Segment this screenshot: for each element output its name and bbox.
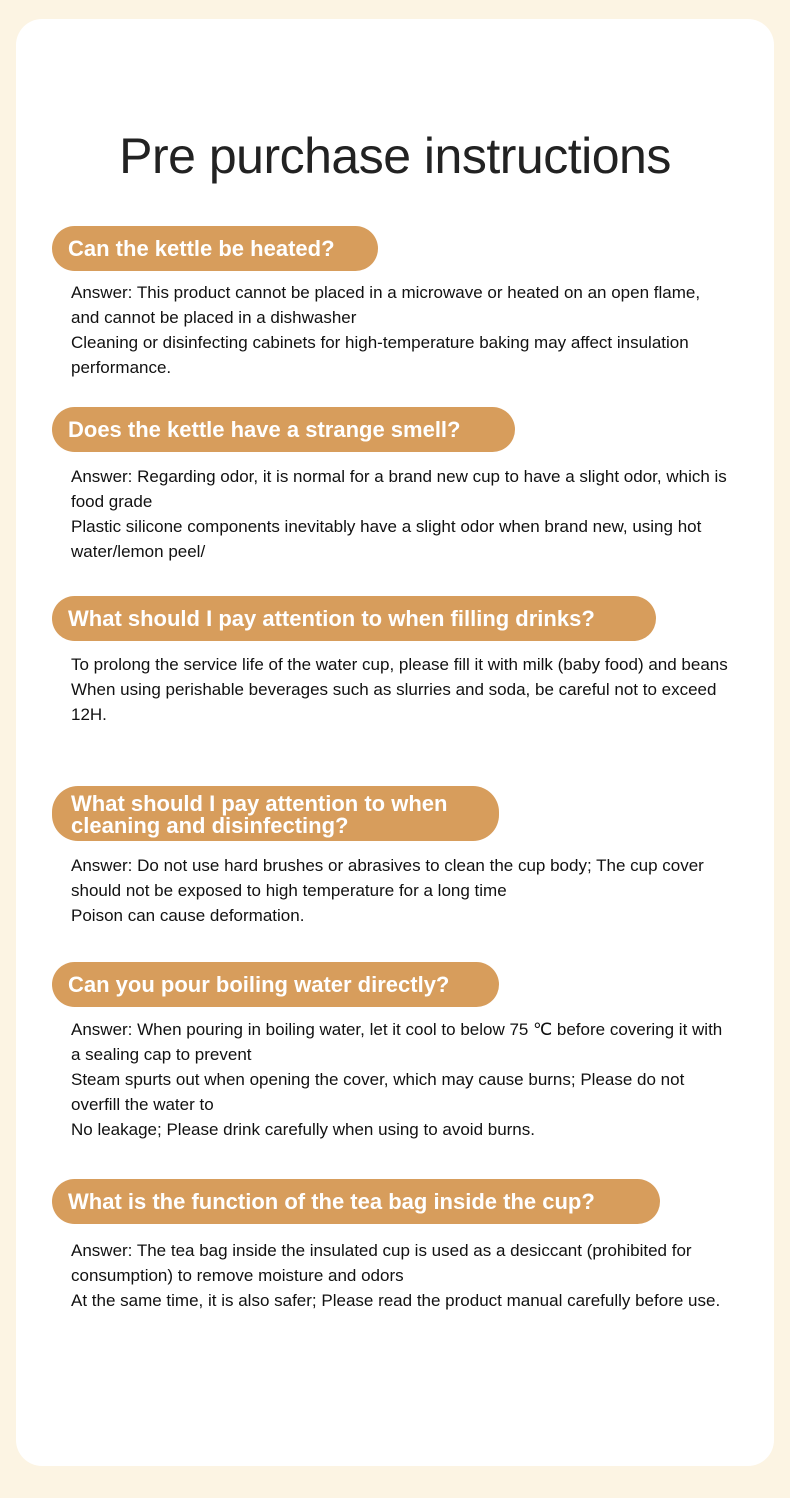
faq-answer-cleaning bbox=[71, 853, 731, 928]
answer-line: Answer: This product cannot be placed in a microwave or heated on an open flame, and cannot be placed in a dishwasher bbox=[71, 283, 701, 327]
faq-question-boiling-water bbox=[52, 962, 499, 1007]
page-title: Pre purchase instructions bbox=[119, 128, 671, 184]
answer-line: Plastic silicone components inevitably have a slight odor when brand new, using hot water/lemon peel/ bbox=[71, 517, 702, 561]
answer-line: Answer: When pouring in boiling water, let it cool to below 75 ℃ before covering it with a sealing cap to prevent bbox=[71, 1020, 723, 1064]
faq-question-text: Does the kettle have a strange smell? bbox=[68, 416, 461, 442]
faq-question-text: What is the function of the tea bag inside the cup? bbox=[68, 1188, 595, 1214]
faq-answer-smell bbox=[71, 464, 731, 564]
answer-line: Poison can cause deformation. bbox=[71, 906, 305, 925]
answer-line: Answer: Do not use hard brushes or abrasives to clean the cup body; The cup cover should not be exposed to high temperature for a long time bbox=[71, 856, 704, 900]
faq-question-heating bbox=[52, 226, 378, 271]
answer-line: At the same time, it is also safer; Please read the product manual carefully before use. bbox=[71, 1291, 721, 1310]
faq-question-text: Can the kettle be heated? bbox=[68, 235, 335, 261]
faq-question-text: Can you pour boiling water directly? bbox=[68, 971, 450, 997]
faq-question-smell bbox=[52, 407, 515, 452]
answer-line: No leakage; Please drink carefully when using to avoid burns. bbox=[71, 1120, 535, 1139]
faq-question-filling bbox=[52, 596, 656, 641]
faq-question-cleaning bbox=[52, 786, 499, 841]
faq-answer-filling bbox=[71, 652, 731, 727]
faq-answer-heating bbox=[71, 280, 731, 380]
faq-question-text: What should I pay attention to when cleaning and disinfecting? bbox=[71, 790, 448, 838]
faq-question-text: What should I pay attention to when filling drinks? bbox=[68, 605, 595, 631]
faq-answer-boiling-water bbox=[71, 1017, 731, 1142]
answer-line: Steam spurts out when opening the cover, which may cause burns; Please do not overfill the water to bbox=[71, 1070, 685, 1114]
faq-question-tea-bag bbox=[52, 1179, 660, 1224]
answer-line: Answer: Regarding odor, it is normal for a brand new cup to have a slight odor, which is food grade bbox=[71, 467, 727, 511]
faq-answer-tea-bag bbox=[71, 1238, 731, 1313]
answer-line: Cleaning or disinfecting cabinets for high-temperature baking may affect insulation performance. bbox=[71, 333, 689, 377]
answer-line: Answer: The tea bag inside the insulated cup is used as a desiccant (prohibited for consumption) to remove moisture and odors bbox=[71, 1241, 692, 1285]
answer-line: To prolong the service life of the water cup, please fill it with milk (baby food) and beans bbox=[71, 655, 728, 674]
answer-line: When using perishable beverages such as slurries and soda, be careful not to exceed 12H. bbox=[71, 680, 717, 724]
